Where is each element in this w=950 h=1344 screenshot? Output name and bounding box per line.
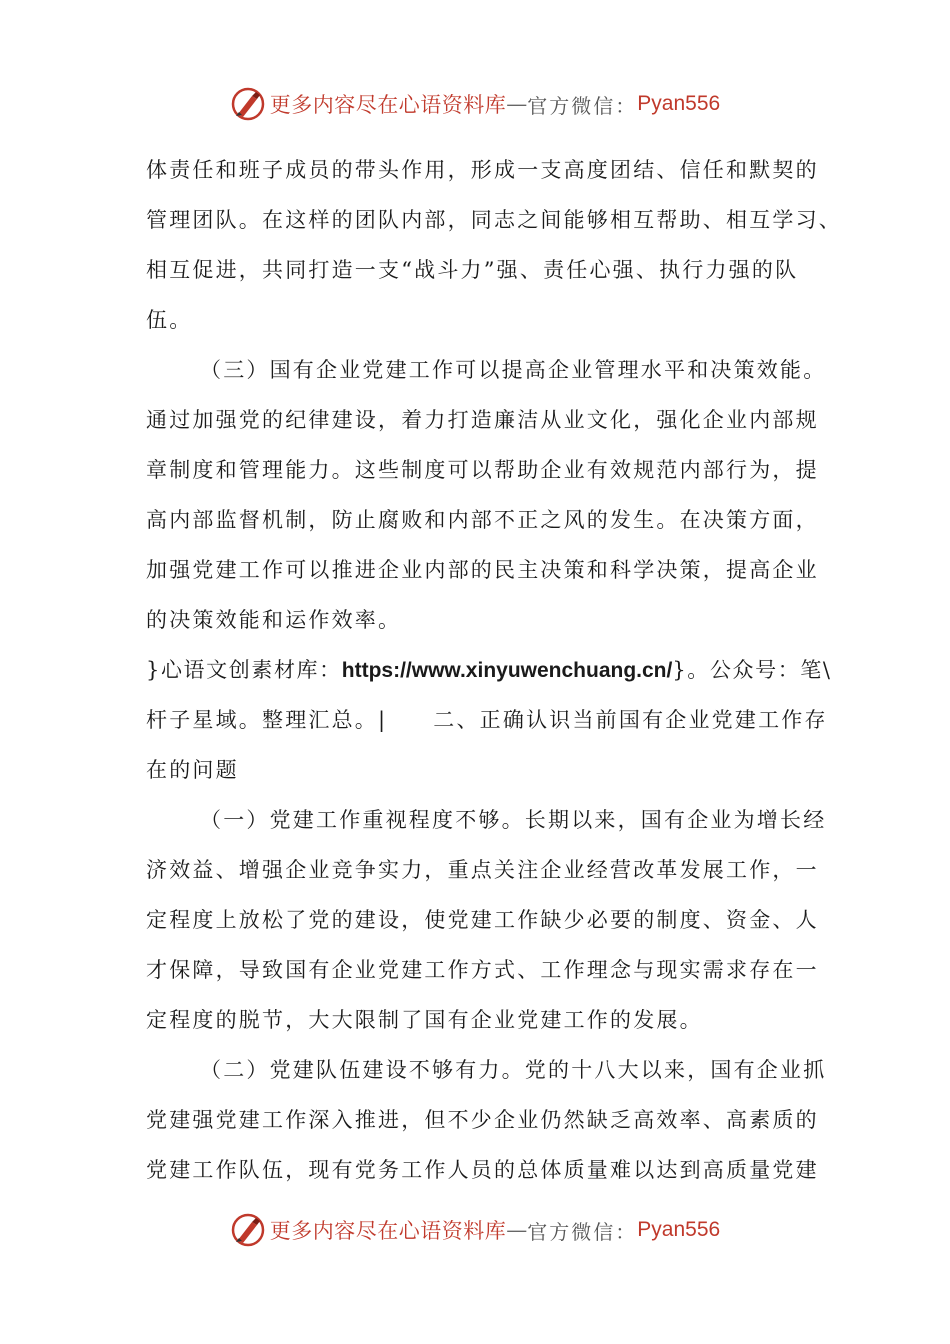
source-suffix: }。公众号：笔\ — [672, 658, 832, 682]
text-line — [146, 695, 828, 745]
text-line: 党建工作队伍，现有党务工作人员的总体质量难以达到高质量党建 — [146, 1158, 819, 1182]
source-label: }心语文创素材库： — [146, 658, 342, 682]
text-line: 通过加强党的纪律建设，着力打造廉洁从业文化，强化企业内部规 — [146, 408, 819, 432]
text-line: 定程度的脱节，大大限制了国有企业党建工作的发展。 — [146, 1008, 703, 1032]
text-line: 加强党建工作可以推进企业内部的民主决策和科学决策，提高企业 — [146, 558, 819, 582]
source-end: 杆子星域。整理汇总。| — [146, 708, 388, 732]
text-line: 的决策效能和运作效率。 — [146, 608, 402, 632]
banner-dash: — — [506, 1218, 528, 1242]
text-line: 定程度上放松了党的建设，使党建工作缺少必要的制度、资金、人 — [146, 908, 819, 932]
banner-wechat-id: Pyan556 — [637, 1218, 721, 1241]
section-heading-2: 二、正确认识当前国有企业党建工作存 — [433, 708, 828, 732]
section-heading-3: （三）国有企业党建工作可以提高企业管理水平和决策效能。 — [200, 358, 827, 382]
banner-wechat-id: Pyan556 — [637, 92, 721, 115]
pen-logo-icon — [230, 86, 266, 122]
text-line: 济效益、增强企业竞争实力，重点关注企业经营改革发展工作，一 — [146, 858, 819, 882]
banner-dash: — — [506, 92, 528, 116]
text-line: 才保障，导致国有企业党建工作方式、工作理念与现实需求存在一 — [146, 958, 819, 982]
footer-watermark-banner — [0, 1210, 950, 1250]
text-line: 在的问题 — [146, 758, 239, 782]
banner-wechat-label: 官方微信： — [527, 93, 638, 118]
source-url: https://www.xinyuwenchuang.cn/ — [341, 659, 673, 682]
header-watermark-banner — [0, 84, 950, 124]
banner-title: 更多内容尽在心语资料库 — [269, 93, 507, 117]
subsection-heading-1: （一）党建工作重视程度不够。长期以来，国有企业为增长经 — [200, 808, 827, 832]
text-line: 相互促进，共同打造一支“战斗力”强、责任心强、执行力强的队 — [146, 258, 799, 282]
banner-wechat-label: 官方微信： — [527, 1219, 638, 1244]
document-body — [146, 145, 842, 1195]
text-line: 伍。 — [146, 308, 193, 332]
banner-title: 更多内容尽在心语资料库 — [269, 1219, 507, 1243]
source-line — [146, 645, 832, 695]
text-line: 管理团队。在这样的团队内部，同志之间能够相互帮助、相互学习、 — [146, 208, 842, 232]
text-line: 党建强党建工作深入推进，但不少企业仍然缺乏高效率、高素质的 — [146, 1108, 819, 1132]
subsection-heading-2: （二）党建队伍建设不够有力。党的十八大以来，国有企业抓 — [200, 1058, 827, 1082]
pen-logo-icon — [230, 1212, 266, 1248]
text-line: 高内部监督机制，防止腐败和内部不正之风的发生。在决策方面， — [146, 508, 819, 532]
text-line: 章制度和管理能力。这些制度可以帮助企业有效规范内部行为，提 — [146, 458, 819, 482]
text-line: 体责任和班子成员的带头作用，形成一支高度团结、信任和默契的 — [146, 158, 819, 182]
